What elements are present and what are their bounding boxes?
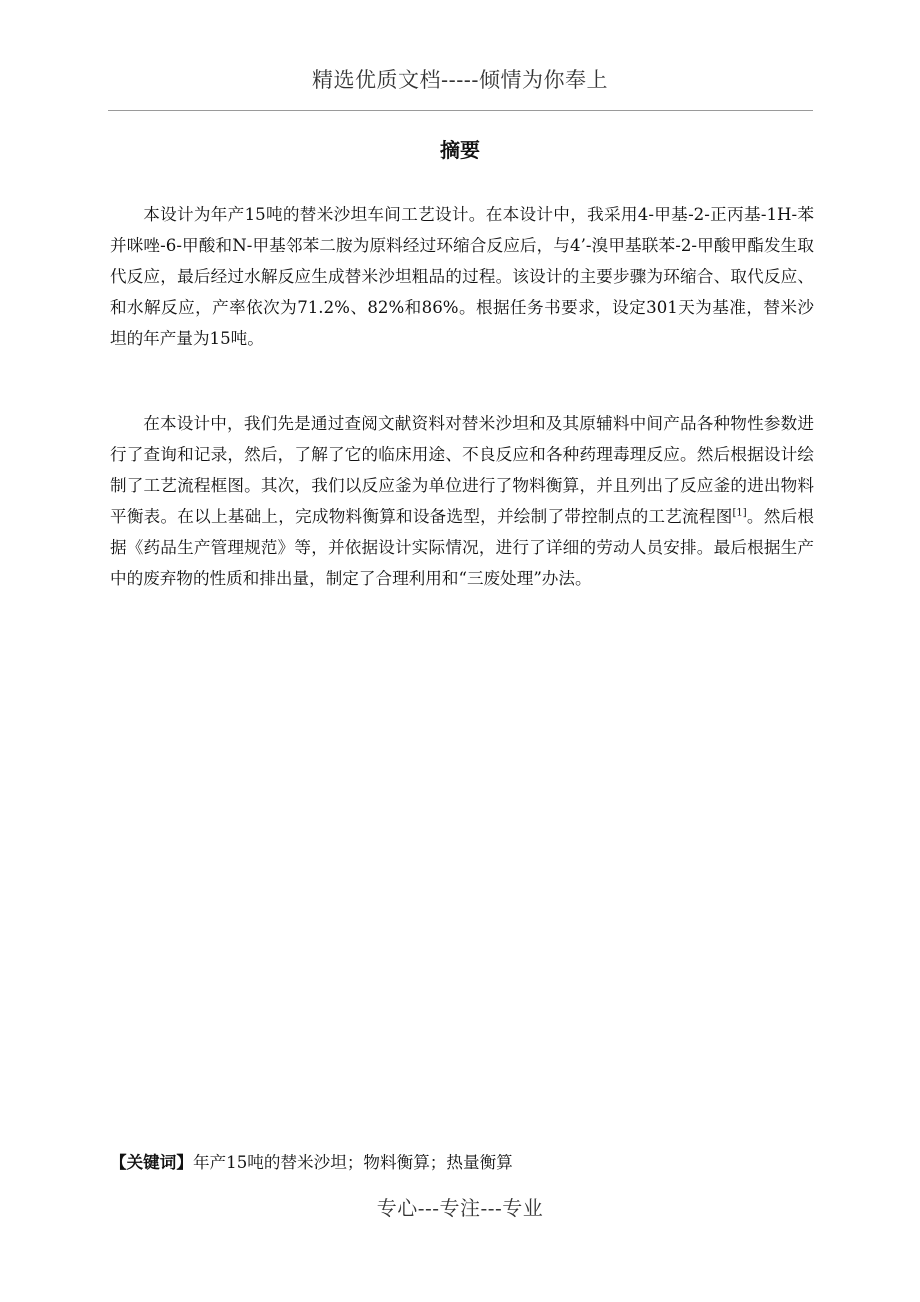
paragraph-2-text-after-reference: 。然后根据《药品生产管理规范》等，并依据设计实际情况，进行了详细的劳动人员安排。最后根据生产中的废弃物的性质和排出量，制定了合理利用和“三废处理”办法。 (110, 507, 815, 588)
keywords-value: 年产15吨的替米沙坦；物料衡算；热量衡算 (192, 1153, 513, 1172)
abstract-paragraph-1: 本设计为年产15吨的替米沙坦车间工艺设计。在本设计中，我采用4-甲基-2-正丙基-1H-苯并咪唑-6-甲酸和N-甲基邻苯二胺为原料经过环缩合反应后，与4’-溴甲基联苯-2-甲酸甲酯发生取代反应，最后经过水解反应生成替米沙坦粗品的过程。该设计的主要步骤为环缩合、取代反应、和水解反应，产率依次为71.2%、82%和86%。根据任务书要求，设定301天为基准，替米沙坦的年产量为15吨。 (110, 205, 814, 348)
keywords-line (110, 1150, 814, 1176)
abstract-title: 摘要 (440, 138, 480, 162)
reference-marker: [1] (732, 507, 747, 519)
page-footer: 专心---专注---专业 (376, 1196, 544, 1220)
abstract-paragraph-2 (110, 408, 814, 594)
paragraph-2-text-before-reference: 在本设计中，我们先是通过查阅文献资料对替米沙坦和及其原辅料中间产品各种物性参数进行了查询和记录，然后，了解了它的临床用途、不良反应和各种药理毒理反应。然后根据设计绘制了工艺流程框图。其次，我们以反应釜为单位进行了物料衡算，并且列出了反应釜的进出物料平衡表。在以上基础上，完成物料衡算和设备选型，并绘制了带控制点的工艺流程图 (110, 414, 814, 526)
keywords-label: 【关键词】 (110, 1153, 193, 1172)
page-header: 精选优质文档-----倾情为你奉上 (312, 68, 608, 92)
header-divider (108, 110, 813, 111)
